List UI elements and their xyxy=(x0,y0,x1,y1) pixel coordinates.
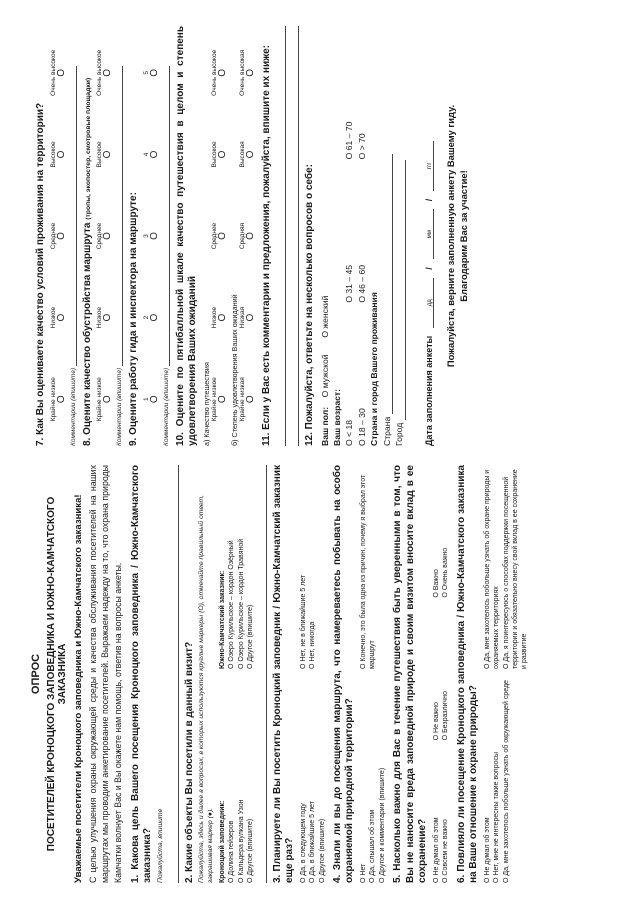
day-field[interactable]: дд xyxy=(427,278,434,328)
radio-option[interactable]: O Другое (впишите) xyxy=(318,818,326,883)
question-4: 4. Знали ли вы до посещения маршрута, что намереваетесь побывать на особо охраняемой природной территории? xyxy=(331,465,356,883)
question-10a-label: а) Качество путешествия xyxy=(201,362,211,446)
radio-circle[interactable]: O xyxy=(148,232,160,240)
radio-option[interactable]: O < 18 xyxy=(344,419,355,446)
question-8-text: 8. Оцените качество обустройства маршрута xyxy=(81,222,93,446)
scale-label: Низкое xyxy=(49,306,57,329)
radio-circle[interactable]: O xyxy=(102,313,113,322)
scale-label: 1 xyxy=(142,397,150,402)
closing-line-1: Пожалуйста, верните заполненную анкету Вашему гиду. xyxy=(444,104,456,368)
scale-label: 5 xyxy=(142,71,150,75)
scale-label: Высокая xyxy=(238,141,246,168)
scale-label: 2 xyxy=(142,315,150,320)
question-3: 3. Планируете ли Вы посетить Кроноцкий заповедник / Южно-Камчатский заказник еще раз? xyxy=(271,465,296,883)
rating-scale xyxy=(211,26,228,446)
answer-line[interactable] xyxy=(288,26,299,446)
scale-label: Крайне низкое xyxy=(210,377,218,422)
radio-option[interactable]: O Очень важно xyxy=(442,547,450,598)
comment-label: Комментарии (впишите) xyxy=(116,367,123,446)
comment-line[interactable] xyxy=(68,66,77,366)
radio-option[interactable]: O мужской xyxy=(319,354,330,398)
city-label: Город xyxy=(394,422,405,446)
radio-circle[interactable]: O xyxy=(244,68,256,77)
question-2: 2. Какие объекты Вы посетили в данный визит? xyxy=(183,641,195,883)
scale-label: Низкое xyxy=(210,306,218,329)
radio-circle[interactable]: O xyxy=(148,395,160,404)
radio-circle[interactable]: O xyxy=(102,150,113,159)
radio-circle[interactable]: O xyxy=(244,395,256,404)
radio-option[interactable]: O Другое (впишите) xyxy=(247,818,255,883)
question-4-options xyxy=(359,465,387,883)
scale-label: 3 xyxy=(142,234,150,238)
radio-circle[interactable]: O xyxy=(216,150,228,159)
comment-line[interactable] xyxy=(161,66,170,366)
radio-circle[interactable]: O xyxy=(244,150,256,159)
scale-label: Низкая xyxy=(238,306,246,329)
radio-option[interactable]: O 46 – 60 xyxy=(356,264,367,303)
radio-option[interactable]: O 61 – 70 xyxy=(344,121,355,160)
radio-circle[interactable]: O xyxy=(244,313,256,322)
radio-option[interactable]: O Важно xyxy=(432,569,440,598)
radio-option[interactable]: O Безразлично xyxy=(442,691,450,741)
comment-label: Комментарии (впишите) xyxy=(162,367,170,446)
radio-option[interactable]: O Нет, никогда xyxy=(309,621,317,669)
scale-label: Среднее xyxy=(49,222,57,250)
radio-option[interactable]: O Озеро Курильское – кордон Травяной xyxy=(237,538,245,669)
question-2-options xyxy=(218,465,256,883)
scale-label: Низкое xyxy=(96,306,103,329)
radio-circle[interactable]: O xyxy=(55,313,67,322)
question-5: 5. Насколько важно для Вас в течение путешествия быть уверенными в том, что Вы не наносите вреда заповедной природе и своим визитом вносите вклад в ее сохранение? xyxy=(392,465,429,883)
radio-circle[interactable]: O xyxy=(216,395,228,404)
radio-option[interactable]: O Да, мне захотелось побольше узнать об окружающей среде xyxy=(502,680,510,883)
radio-circle[interactable]: O xyxy=(148,313,160,322)
question-10: 10. Оцените по пятибалльной шкале качество путешествия в целом и степень удовлетворения Ваших ожиданий xyxy=(174,26,198,446)
month-field[interactable]: мм xyxy=(427,209,434,259)
radio-circle[interactable]: O xyxy=(102,395,113,404)
scale-label: Высокое xyxy=(96,141,103,168)
radio-circle[interactable]: O xyxy=(102,232,113,240)
radio-option[interactable]: O Нет, мне не интересны такие вопросы xyxy=(493,751,501,883)
scale-label: Очень высокое xyxy=(96,49,103,96)
right-column xyxy=(30,26,608,446)
scale-label: Очень высокое xyxy=(49,49,57,96)
radio-circle[interactable]: O xyxy=(216,68,228,77)
radio-circle[interactable]: O xyxy=(55,395,67,404)
radio-circle[interactable]: O xyxy=(216,313,228,322)
radio-option[interactable]: O Совсем не важно xyxy=(442,819,450,883)
left-column xyxy=(30,465,608,883)
radio-option[interactable]: O Да, слышал об этом xyxy=(369,809,377,883)
rating-scale xyxy=(239,26,256,446)
comment-label: Комментарии (впишите) xyxy=(69,367,77,446)
scale-label: 4 xyxy=(142,152,150,157)
radio-option[interactable]: O Нет, не в ближайшие 5 лет xyxy=(299,574,307,669)
radio-option[interactable]: O Долина гейзеров xyxy=(228,820,236,883)
question-11: 11. Если у Вас есть комментарии и предложения, пожалуйста, впишите их ниже: xyxy=(260,45,272,446)
city-field[interactable] xyxy=(396,160,406,420)
question-5-options xyxy=(432,465,451,883)
radio-option[interactable]: O Да, в ближайшие 5 лет xyxy=(309,801,317,883)
question-2-hint: Пожалуйста, здесь и далее в вопросах, в которых используются круглые маркеры (O), отмечайте правильный ответ, закрашивая маркер (●). xyxy=(198,495,215,883)
radio-option[interactable]: O Не важно xyxy=(432,702,440,741)
comment-row xyxy=(161,26,170,446)
city-row xyxy=(393,26,405,446)
year-field[interactable]: ггг xyxy=(427,141,434,191)
radio-circle[interactable]: O xyxy=(148,150,160,159)
answer-line[interactable] xyxy=(275,26,286,446)
question-10b-label: б) Степень удовлетворения Ваших ожиданий xyxy=(229,294,239,446)
country-field[interactable] xyxy=(383,154,393,414)
radio-circle[interactable]: O xyxy=(102,68,113,77)
radio-option[interactable]: O Нет xyxy=(359,863,367,883)
survey-title: ОПРОС xyxy=(30,653,42,695)
radio-option[interactable]: O Конечно, это была одна из причин, почему я выбрал этот маршрут xyxy=(359,474,377,669)
comment-row xyxy=(68,26,77,446)
radio-option[interactable]: O Да, я поинтересуюсь о способах поддержки посещенной территории и обязательно внесу свой вклад в ее сохранение и развитие xyxy=(502,469,529,669)
age-options xyxy=(343,26,368,446)
question-7: 7. Как Вы оцениваете качество условий проживания на территории? xyxy=(35,102,46,446)
greeting: Уважаемые посетители Кроноцкого заповедника и Южно-Камчатского заказника! xyxy=(73,494,84,883)
radio-option[interactable]: O 31 – 45 xyxy=(344,264,355,303)
question-9: 9. Оцените работу гида и инспектора на маршруте: xyxy=(128,192,139,446)
question-8-note: (тропы, экопостер, смотровые площадки) xyxy=(84,77,92,220)
intro-text: С целью улучшения охраны окружающей среды и качества обслуживания посетителей на наших маршрутах мы проводим анкетирование посетителей. Выражаем надежду на то, что охрана природы Камчатки волнует Вас и Вы окажете нам помощь, ответив на вопросы анкеты. xyxy=(88,465,123,883)
gender-row xyxy=(319,26,331,446)
radio-circle[interactable]: O xyxy=(148,68,160,77)
radio-option[interactable]: O 18 – 30 xyxy=(356,408,367,446)
answer-line[interactable] xyxy=(168,465,179,883)
country-label: Страна xyxy=(381,416,392,446)
option-group-title: Южно-Камчатский заказник: xyxy=(218,570,226,669)
radio-circle[interactable]: O xyxy=(216,232,228,240)
question-8 xyxy=(82,26,95,446)
question-1: 1. Какова цель Вашего посещения Кроноцкого заповедника / Южно-Камчатского заказника? xyxy=(129,465,154,883)
scale-label: Очень высокая xyxy=(238,49,246,96)
radio-option[interactable]: O Да, мне захотелось побольше узнать об охране природы и охраняемых территориях xyxy=(483,469,501,669)
radio-option[interactable]: O Другое (впишите) xyxy=(247,604,255,669)
radio-option[interactable]: O женский xyxy=(319,295,330,338)
survey-subtitle: ПОСЕТИТЕЛЕЙ КРОНОЦКОГО ЗАПОВЕДНИКА И ЮЖНО-КАМЧАТСКОГО ЗАКАЗНИКА xyxy=(46,496,68,852)
scale-label: Средняя xyxy=(238,222,246,250)
gender-label: Ваш пол: xyxy=(319,406,330,446)
radio-option[interactable]: O Да, в следующем году xyxy=(299,803,307,883)
rating-scale xyxy=(50,26,67,446)
answer-line[interactable] xyxy=(256,465,267,883)
scale-label: Среднее xyxy=(96,222,103,250)
age-label: Ваш возраст: xyxy=(331,389,342,446)
country-row xyxy=(381,26,393,446)
question-6: 6. Повлияло ли посещение Кроноцкого заповедника / Южно-Камчатского заказника на Ваше отношение к охране природы? xyxy=(455,465,480,883)
scale-label: Крайне низкая xyxy=(238,377,246,422)
scale-label: Среднее xyxy=(210,222,218,250)
residence-label: Страна и город Вашего проживания xyxy=(369,292,380,446)
scale-label: Высокое xyxy=(49,141,57,168)
radio-option[interactable]: O > 70 xyxy=(356,133,367,160)
question-1-hint: Пожалуйста, впишите xyxy=(156,808,164,883)
radio-option[interactable]: O Озеро Курильское – кордон Озёрный xyxy=(228,540,236,669)
scale-label: Высокое xyxy=(210,141,218,168)
closing-note xyxy=(444,26,470,446)
closing-line-2: Благодарим Вас за участие! xyxy=(457,170,469,302)
question-12: 12. Пожалуйста, ответьте на несколько вопросов о себе: xyxy=(304,164,315,446)
scale-label: Крайне низкое xyxy=(96,377,103,422)
radio-option[interactable]: O Не думал об этом xyxy=(483,817,491,883)
rating-scale xyxy=(143,26,160,446)
fill-date-row: Дата заполнения анкеты дд / мм / ггг xyxy=(424,26,434,446)
question-6-options xyxy=(483,465,530,883)
option-group-title: Кроноцкий заповедник: xyxy=(218,800,226,883)
question-3-options xyxy=(299,465,327,883)
radio-option[interactable]: O Другое и комментарии (впишите) xyxy=(378,767,386,883)
scale-label: Крайне низкое xyxy=(49,377,57,422)
scale-label: Очень высокое xyxy=(210,49,218,96)
comment-line[interactable] xyxy=(114,66,123,366)
comment-row xyxy=(114,26,123,446)
radio-circle[interactable]: O xyxy=(244,232,256,240)
rating-scale xyxy=(96,26,113,446)
fill-date-label: Дата заполнения анкеты xyxy=(423,335,434,446)
radio-circle[interactable]: O xyxy=(55,68,67,77)
radio-option[interactable]: O Кальдера вулкана Узон xyxy=(237,799,245,883)
radio-circle[interactable]: O xyxy=(55,150,67,159)
radio-circle[interactable]: O xyxy=(55,232,67,240)
radio-option[interactable]: O Не думал об этом xyxy=(432,817,440,883)
